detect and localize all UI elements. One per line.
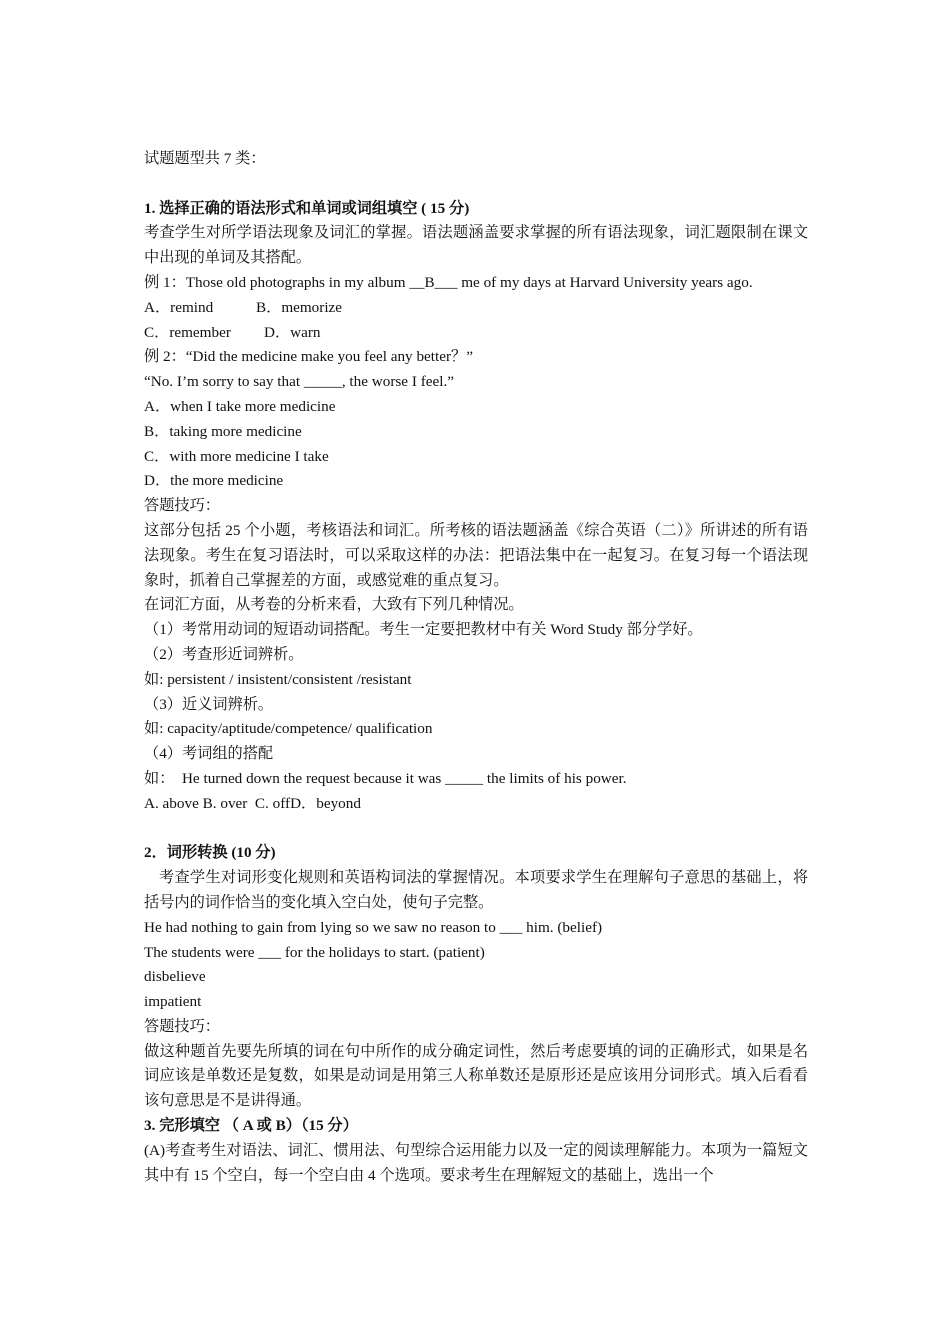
- example2-option-d: D．the more medicine: [144, 472, 284, 490]
- vocab-item-1: （1）考常用动词的短语动词搭配。考生一定要把教材中有关 Word Study 部分学好。: [144, 621, 703, 639]
- section2-description: 考查学生对词形变化规则和英语构词法的掌握情况。本项要求学生在理解句子意思的基础上，将括号内的词作恰当的变化填入空白处，使句子完整。: [144, 869, 808, 911]
- section3-description: (A)考查考生对语法、词汇、惯用法、句型综合运用能力以及一定的阅读理解能力。本项为一篇短文其中有 15 个空白，每一个空白由 4 个选项。要求考生在理解短文的基础上，选出一个: [144, 1141, 808, 1184]
- section2-heading: 2．词形转换 (10 分): [144, 844, 276, 862]
- section2-example-2: The students were ___ for the holidays to start. (patient): [144, 943, 485, 961]
- example2-option-b: B．taking more medicine: [144, 422, 302, 440]
- vocab-item-3: （3）近义词辨析。: [144, 695, 274, 713]
- example2-reply: “No. I’m sorry to say that _____, the worse I feel.”: [144, 373, 454, 391]
- example2-option-a: A．when I take more medicine: [144, 397, 336, 415]
- section1-tips-text: 这部分包括 25 个小题，考核语法和词汇。所考核的语法题涵盖《综合英语（二）》所讲述的所有语法现象。考生在复习语法时，可以采取这样的办法：把语法集中在一起复习。在复习每一个语法现象时，抓着自己掌握差的方面，或感觉难的重点复习。: [144, 521, 808, 589]
- section3-heading: 3. 完形填空 （ A 或 B）（15 分）: [144, 1117, 358, 1135]
- section1-description: 考查学生对所学语法现象及词汇的掌握。语法题涵盖要求掌握的所有语法现象，词汇题限制在课文中出现的单词及其搭配。: [144, 224, 808, 267]
- vocab-item-2-example: 如: persistent / insistent/consistent /resistant: [144, 670, 412, 688]
- intro-text: 试题题型共 7 类：: [144, 150, 266, 167]
- spacer: [144, 172, 808, 197]
- example1-options-row1: [144, 296, 808, 321]
- vocab-item-4-example: 如： He turned down the request because it was _____ the limits of his power.: [144, 769, 627, 787]
- example1-option-c: C．remember: [144, 323, 231, 341]
- example1-options-row2: [144, 321, 808, 346]
- section2-answer-2: impatient: [144, 993, 202, 1011]
- vocab-item-4-options: A. above B. over C. offD．beyond: [144, 794, 361, 812]
- example1-option-d: D．warn: [264, 323, 321, 341]
- section2-tips-text: 做这种题首先要先所填的词在句中所作的成分确定词性，然后考虑要填的词的正确形式，如果是名词应该是单数还是复数，如果是动词是用第三人称单数还是原形还是应该用分词形式。填入后看看该句意思是不是讲得通。: [144, 1042, 808, 1110]
- vocab-item-2: （2）考查形近词辨析。: [144, 645, 304, 663]
- section2-answer-1: disbelieve: [144, 968, 206, 986]
- example2-option-c: C．with more medicine I take: [144, 447, 329, 465]
- document-page: [144, 147, 808, 1188]
- example1-stem: 例 1：Those old photographs in my album __B___ me of my days at Harvard University years ago.: [144, 273, 753, 291]
- section1-tips-label: 答题技巧：: [144, 497, 220, 515]
- vocab-item-3-example: 如: capacity/aptitude/competence/ qualification: [144, 720, 433, 738]
- example2-stem: 例 2：“Did the medicine make you feel any better？”: [144, 348, 473, 366]
- vocab-item-4: （4）考词组的搭配: [144, 745, 274, 763]
- section2-tips-label: 答题技巧：: [144, 1017, 220, 1035]
- vocab-intro: 在词汇方面，从考卷的分析来看，大致有下列几种情况。: [144, 596, 524, 614]
- section2-example-1: He had nothing to gain from lying so we saw no reason to ___ him. (belief): [144, 918, 603, 936]
- section1-heading: 1. 选择正确的语法形式和单词或词组填空 ( 15 分): [144, 199, 470, 217]
- spacer: [144, 817, 808, 842]
- example1-option-a: A．remind: [144, 298, 214, 316]
- example1-option-b: B．memorize: [256, 298, 343, 316]
